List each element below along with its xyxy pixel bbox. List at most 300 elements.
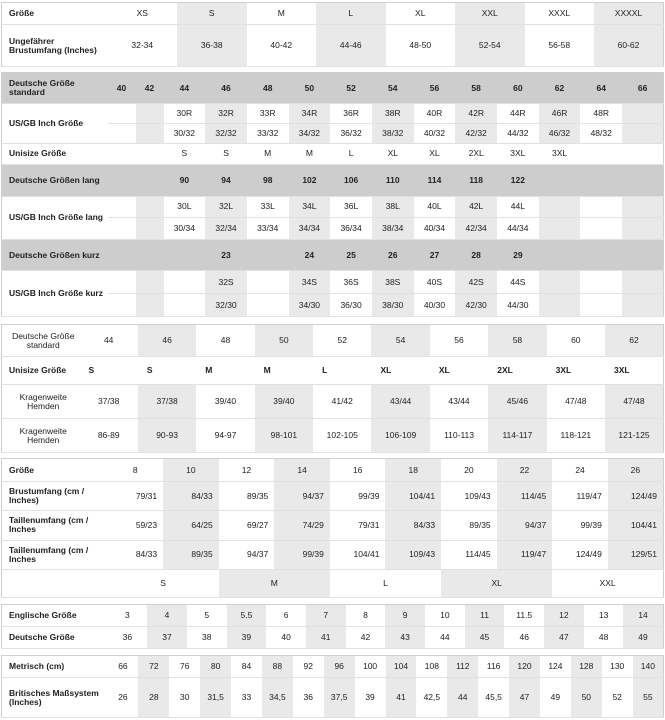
empty-cell [108, 165, 136, 196]
value-cell: 116 [478, 656, 509, 678]
value-cell: 72 [138, 656, 169, 678]
value-cell: 41/42 [313, 385, 371, 419]
empty-cell [580, 240, 622, 271]
empty-cell [622, 294, 664, 317]
value-cell: 106-109 [371, 419, 429, 453]
value-cell: 33 [231, 678, 262, 718]
value-cell: 38R [372, 104, 414, 124]
value-cell: 44 [447, 678, 478, 718]
value-cell: 44/30 [497, 294, 539, 317]
value-cell: 30/34 [164, 218, 206, 240]
value-cell: 43/44 [430, 385, 488, 419]
value-cell: 58 [455, 73, 497, 104]
table-row [2, 605, 664, 627]
table-row [2, 325, 664, 357]
value-cell: 47/48 [547, 385, 605, 419]
value-cell: 37,5 [324, 678, 355, 718]
value-cell: 54 [371, 325, 429, 357]
table-row [2, 385, 664, 419]
table-row [2, 196, 664, 218]
value-cell: 49 [540, 678, 571, 718]
size-cell: S [177, 3, 247, 25]
value-cell: 44L [497, 196, 539, 218]
value-cell: 3XL [547, 357, 605, 385]
value-cell: 34,5 [262, 678, 293, 718]
value-cell: 37/38 [80, 385, 138, 419]
value-cell: 40-42 [247, 25, 317, 67]
value-cell: 12 [219, 459, 275, 482]
value-cell: 30L [164, 196, 206, 218]
value-cell: 25 [330, 240, 372, 271]
value-cell: 104/41 [385, 482, 441, 511]
value-cell: 52 [602, 678, 633, 718]
table-row [2, 165, 664, 196]
value-cell: 58 [488, 325, 546, 357]
value-cell: 32-34 [108, 25, 178, 67]
value-cell: 48 [584, 627, 624, 649]
value-cell: 22 [497, 459, 553, 482]
row-label: US/GB Inch Größe kurz [2, 271, 108, 317]
value-cell: M [247, 143, 289, 165]
value-cell: 10 [425, 605, 465, 627]
value-cell: 46 [205, 73, 247, 104]
value-cell: 66 [622, 73, 664, 104]
value-cell: 6 [266, 605, 306, 627]
row-label: Taillenumfang (cm / Inches [2, 540, 108, 569]
value-cell: 112 [447, 656, 478, 678]
value-cell: 62 [539, 73, 581, 104]
table-row [2, 357, 664, 385]
row-label: Deutsche Größen lang [2, 165, 108, 196]
value-cell: 86-89 [80, 419, 138, 453]
row-label: Metrisch (cm) [2, 656, 108, 678]
size-table-trousers [1, 72, 664, 317]
empty-cell [539, 196, 581, 218]
row-label: Ungefährer Brustumfang (Inches) [2, 25, 108, 67]
value-cell: 56-58 [525, 25, 595, 67]
value-cell: 46/32 [539, 123, 581, 143]
value-cell: 98 [247, 165, 289, 196]
value-cell: 8 [108, 459, 164, 482]
size-cell: XXL [455, 3, 525, 25]
value-cell: 3XL [605, 357, 663, 385]
value-cell: 3 [108, 605, 148, 627]
value-cell: 28 [455, 240, 497, 271]
value-cell: 32L [205, 196, 247, 218]
table-row [2, 143, 664, 165]
value-cell: 2XL [488, 357, 546, 385]
value-cell: 36-38 [177, 25, 247, 67]
empty-cell [108, 123, 136, 143]
value-cell: M [196, 357, 254, 385]
value-cell: 50 [255, 325, 313, 357]
value-cell: 104 [386, 656, 417, 678]
value-cell: 94/37 [497, 511, 553, 540]
value-cell: S [164, 143, 206, 165]
value-cell: 32S [205, 271, 247, 294]
value-cell: 121-125 [605, 419, 663, 453]
value-cell: 14 [274, 459, 330, 482]
value-cell: 10 [163, 459, 219, 482]
row-label: Deutsche Größe standard [2, 73, 108, 104]
value-cell: 46R [539, 104, 581, 124]
value-cell: 96 [324, 656, 355, 678]
size-table-general [1, 2, 664, 67]
empty-cell [247, 271, 289, 294]
value-cell: 66 [108, 656, 139, 678]
value-cell: 42/32 [455, 123, 497, 143]
value-cell: 43 [385, 627, 425, 649]
size-cell: XXXXL [594, 3, 664, 25]
empty-cell [580, 143, 622, 165]
empty-cell [136, 240, 164, 271]
value-cell: 94 [205, 165, 247, 196]
value-cell: 55 [633, 678, 664, 718]
value-cell: 41 [306, 627, 346, 649]
empty-cell [539, 271, 581, 294]
value-cell: 40S [414, 271, 456, 294]
value-cell: 124 [540, 656, 571, 678]
value-cell: 16 [330, 459, 386, 482]
value-cell: 98-101 [255, 419, 313, 453]
empty-cell [136, 196, 164, 218]
empty-cell [580, 294, 622, 317]
value-cell: 27 [414, 240, 456, 271]
value-cell: 39/40 [255, 385, 313, 419]
value-cell: 110-113 [430, 419, 488, 453]
empty-cell [136, 104, 164, 124]
value-cell: 24 [552, 459, 608, 482]
value-cell: 23 [205, 240, 247, 271]
value-cell: 130 [602, 656, 633, 678]
value-cell: 60-62 [594, 25, 664, 67]
value-cell: 13 [584, 605, 624, 627]
empty-cell [136, 143, 164, 165]
value-cell: 42 [136, 73, 164, 104]
empty-cell [622, 196, 664, 218]
value-cell: 29 [497, 240, 539, 271]
empty-cell [164, 271, 206, 294]
value-cell: 74/29 [274, 511, 330, 540]
value-cell: 31,5 [200, 678, 231, 718]
value-cell: 41 [386, 678, 417, 718]
value-cell: 26 [108, 678, 139, 718]
empty-cell [164, 294, 206, 317]
value-cell: 84/33 [385, 511, 441, 540]
empty-cell [108, 104, 136, 124]
value-cell: 38/30 [372, 294, 414, 317]
value-cell: 48 [247, 73, 289, 104]
row-label: Kragenweite Hemden [2, 419, 80, 453]
value-cell: S [80, 357, 138, 385]
size-table-women [1, 458, 664, 598]
value-cell: 39/40 [196, 385, 254, 419]
empty-cell [622, 218, 664, 240]
value-cell: 119/47 [552, 482, 608, 511]
value-cell: 62 [605, 325, 663, 357]
value-cell: 44R [497, 104, 539, 124]
empty-cell [539, 218, 581, 240]
empty-cell [108, 294, 136, 317]
value-cell: 42R [455, 104, 497, 124]
value-cell: 44 [80, 325, 138, 357]
value-cell: 40/32 [414, 123, 456, 143]
value-cell: 52-54 [455, 25, 525, 67]
value-cell: S [205, 143, 247, 165]
value-cell: 48-50 [386, 25, 456, 67]
value-cell: 56 [430, 325, 488, 357]
value-cell: 49 [623, 627, 663, 649]
value-cell: 48 [196, 325, 254, 357]
empty-cell [136, 165, 164, 196]
value-cell: 37/38 [138, 385, 196, 419]
value-cell: 36S [330, 271, 372, 294]
value-cell: 48/32 [580, 123, 622, 143]
value-cell: 109/43 [385, 540, 441, 569]
value-cell: 5.5 [227, 605, 267, 627]
empty-cell [247, 240, 289, 271]
value-cell: 4 [147, 605, 187, 627]
value-cell: 128 [571, 656, 602, 678]
value-cell: 34/32 [289, 123, 331, 143]
size-table-shirts [1, 324, 664, 453]
value-cell: 11 [465, 605, 505, 627]
value-cell: L [313, 357, 371, 385]
empty-cell [580, 165, 622, 196]
row-label: Deutsche Größen kurz [2, 240, 108, 271]
empty-cell [136, 271, 164, 294]
value-cell: 36 [108, 627, 148, 649]
value-cell: 48R [580, 104, 622, 124]
value-cell: M [289, 143, 331, 165]
value-cell: 18 [385, 459, 441, 482]
value-cell: 102-105 [313, 419, 371, 453]
value-cell: 108 [416, 656, 447, 678]
row-label: Taillenumfang (cm / Inches [2, 511, 108, 540]
table-row [2, 569, 664, 597]
empty-cell [136, 218, 164, 240]
empty-cell [622, 123, 664, 143]
value-cell: 76 [169, 656, 200, 678]
value-cell: 40R [414, 104, 456, 124]
empty-cell [622, 165, 664, 196]
row-label: US/GB Inch Größe [2, 104, 108, 143]
empty-cell [622, 271, 664, 294]
value-cell: 94-97 [196, 419, 254, 453]
size-cell: XXXL [525, 3, 595, 25]
table-row [2, 459, 664, 482]
table-row [2, 25, 664, 67]
value-cell: 89/35 [163, 540, 219, 569]
value-cell: 84/33 [108, 540, 164, 569]
value-cell: 36 [293, 678, 324, 718]
value-cell: 94/37 [274, 482, 330, 511]
value-cell: XL [414, 143, 456, 165]
row-label: Deutsche Größe standard [2, 325, 80, 357]
value-cell: 92 [293, 656, 324, 678]
value-cell: 45 [465, 627, 505, 649]
empty-cell [108, 143, 136, 165]
value-cell: 52 [313, 325, 371, 357]
size-table-shoes [1, 604, 664, 649]
value-cell: 38/32 [372, 123, 414, 143]
size-cell: XL [386, 3, 456, 25]
value-cell: 88 [262, 656, 293, 678]
value-cell: 54 [372, 73, 414, 104]
value-cell: M [255, 357, 313, 385]
empty-cell [539, 165, 581, 196]
row-label: Britisches Maßsystem (Inches) [2, 678, 108, 718]
value-cell: 46 [504, 627, 544, 649]
table-row [2, 3, 664, 25]
value-cell: 84 [231, 656, 262, 678]
value-cell: 30/32 [164, 123, 206, 143]
value-cell: 38L [372, 196, 414, 218]
value-cell: 36R [330, 104, 372, 124]
value-cell: L [330, 143, 372, 165]
value-cell: 34/30 [289, 294, 331, 317]
table-row [2, 656, 664, 678]
value-cell: 47/48 [605, 385, 663, 419]
value-cell: 28 [138, 678, 169, 718]
value-cell: 44 [164, 73, 206, 104]
value-cell: 42/30 [455, 294, 497, 317]
empty-cell [539, 240, 581, 271]
table-row [2, 627, 664, 649]
empty-cell [136, 123, 164, 143]
value-cell: 46 [138, 325, 196, 357]
value-cell: 20 [441, 459, 497, 482]
value-cell: 42,5 [416, 678, 447, 718]
value-cell: 42 [346, 627, 386, 649]
value-cell: 26 [372, 240, 414, 271]
value-cell: 89/35 [219, 482, 275, 511]
size-cell: XS [108, 3, 178, 25]
value-cell: 30 [169, 678, 200, 718]
size-cell: L [316, 3, 386, 25]
value-cell: 38 [187, 627, 227, 649]
value-cell: 52 [330, 73, 372, 104]
value-cell: 33R [247, 104, 289, 124]
value-cell: 3XL [497, 143, 539, 165]
value-cell: 39 [227, 627, 267, 649]
value-cell: 60 [547, 325, 605, 357]
value-cell: 47 [544, 627, 584, 649]
table-row [2, 678, 664, 718]
row-label: Deutsche Größe [2, 627, 108, 649]
value-cell: 99/39 [330, 482, 386, 511]
value-cell: 44-46 [316, 25, 386, 67]
value-cell: 40L [414, 196, 456, 218]
empty-cell [2, 569, 108, 597]
row-label: Kragenweite Hemden [2, 385, 80, 419]
empty-cell [539, 294, 581, 317]
value-cell: 90-93 [138, 419, 196, 453]
empty-cell [580, 218, 622, 240]
value-cell: 99/39 [552, 511, 608, 540]
value-cell: 39 [355, 678, 386, 718]
value-cell: XXL [552, 569, 663, 597]
size-cell: M [247, 3, 317, 25]
table-row [2, 419, 664, 453]
value-cell: 34R [289, 104, 331, 124]
value-cell: 124/49 [552, 540, 608, 569]
value-cell: XL [441, 569, 552, 597]
value-cell: 114-117 [488, 419, 546, 453]
value-cell: 118-121 [547, 419, 605, 453]
value-cell: 36L [330, 196, 372, 218]
empty-cell [164, 240, 206, 271]
table-row [2, 240, 664, 271]
value-cell: 33/34 [247, 218, 289, 240]
value-cell: 42S [455, 271, 497, 294]
table-row [2, 540, 664, 569]
value-cell: 36/32 [330, 123, 372, 143]
value-cell: 69/27 [219, 511, 275, 540]
value-cell: 118 [455, 165, 497, 196]
value-cell: 34/34 [289, 218, 331, 240]
value-cell: 104/41 [608, 511, 664, 540]
value-cell: 114 [414, 165, 456, 196]
row-label: Unisize Größe [2, 143, 108, 165]
value-cell: 40/34 [414, 218, 456, 240]
value-cell: 9 [385, 605, 425, 627]
empty-cell [622, 240, 664, 271]
row-label: Unisize Größe [2, 357, 80, 385]
value-cell: 37 [147, 627, 187, 649]
value-cell: 100 [355, 656, 386, 678]
value-cell: 122 [497, 165, 539, 196]
value-cell: 43/44 [371, 385, 429, 419]
value-cell: 2XL [455, 143, 497, 165]
row-label: Größe [2, 3, 108, 25]
value-cell: L [330, 569, 441, 597]
value-cell: 47 [509, 678, 540, 718]
value-cell: 79/31 [330, 511, 386, 540]
value-cell: 119/47 [497, 540, 553, 569]
row-label: US/GB Inch Größe lang [2, 196, 108, 240]
row-label: Größe [2, 459, 108, 482]
value-cell: 44/32 [497, 123, 539, 143]
value-cell: 32R [205, 104, 247, 124]
value-cell: 50 [289, 73, 331, 104]
value-cell: 42L [455, 196, 497, 218]
value-cell: 124/49 [608, 482, 664, 511]
value-cell: 89/35 [441, 511, 497, 540]
value-cell: 8 [346, 605, 386, 627]
value-cell: 140 [633, 656, 664, 678]
value-cell: XL [372, 143, 414, 165]
value-cell: 56 [414, 73, 456, 104]
value-cell: 3XL [539, 143, 581, 165]
value-cell: 102 [289, 165, 331, 196]
value-cell: 114/45 [497, 482, 553, 511]
value-cell: 34S [289, 271, 331, 294]
value-cell: 44 [425, 627, 465, 649]
empty-cell [108, 271, 136, 294]
value-cell: 106 [330, 165, 372, 196]
value-cell: 36/30 [330, 294, 372, 317]
value-cell: 40 [108, 73, 136, 104]
value-cell: 129/51 [608, 540, 664, 569]
value-cell: 99/39 [274, 540, 330, 569]
value-cell: 26 [608, 459, 664, 482]
value-cell: 38S [372, 271, 414, 294]
value-cell: 45,5 [478, 678, 509, 718]
value-cell: 64/25 [163, 511, 219, 540]
value-cell: 40 [266, 627, 306, 649]
value-cell: 24 [289, 240, 331, 271]
